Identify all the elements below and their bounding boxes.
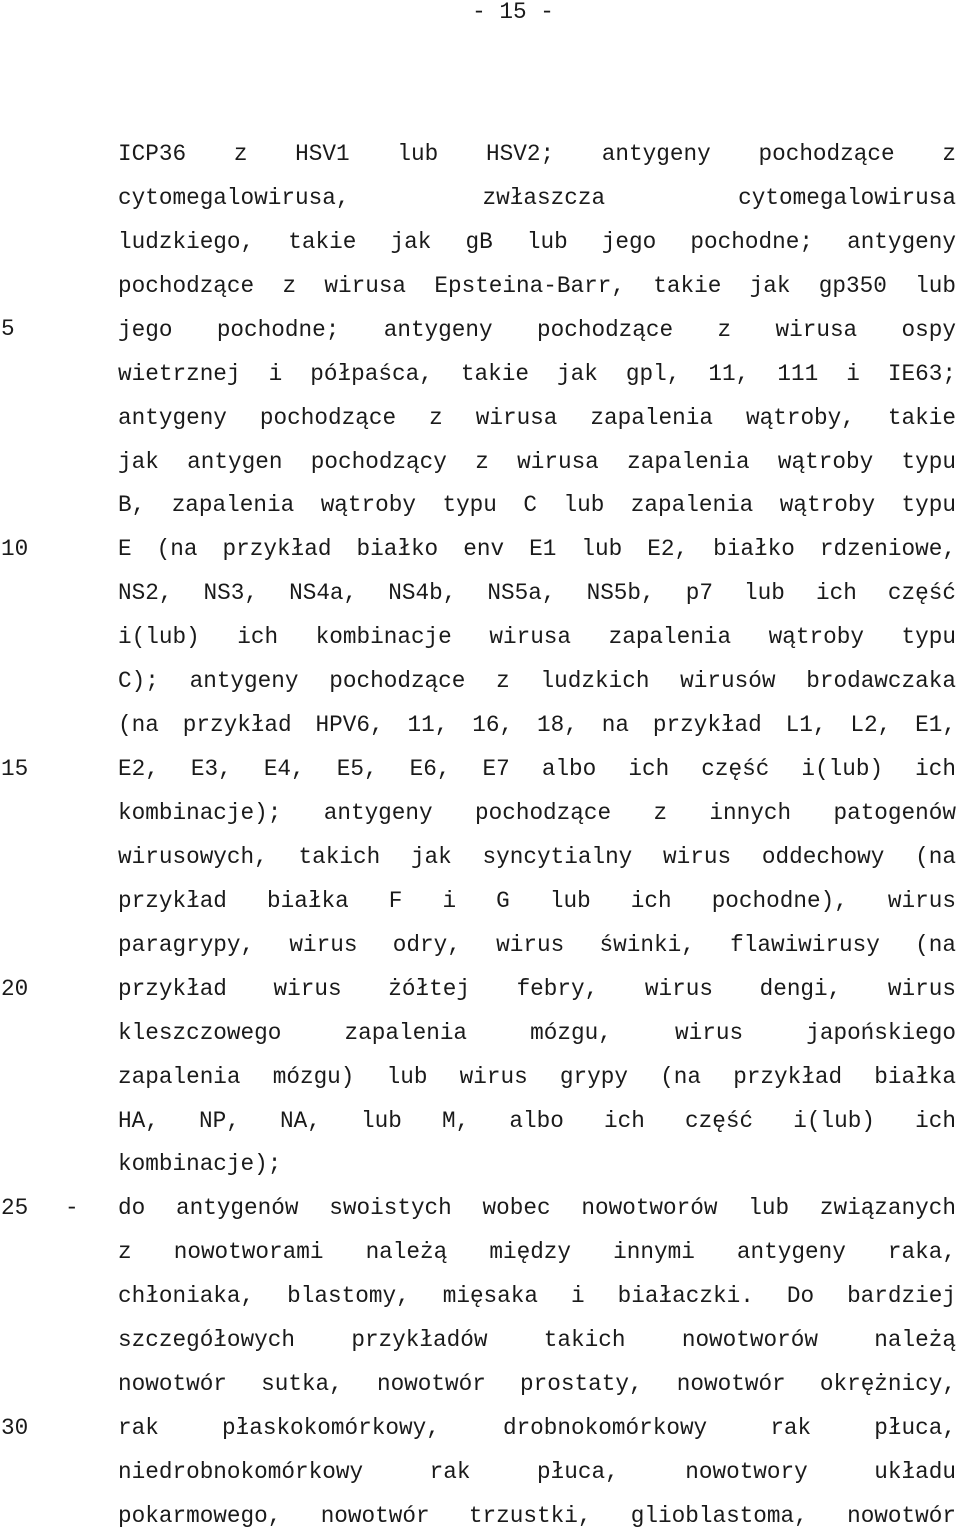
text-line: z nowotworami należą między innymi antygeny raka, [118, 1239, 956, 1266]
line-number: 15 [1, 756, 29, 782]
text-line: antygeny pochodzące z wirusa zapalenia wątroby, takie [118, 404, 956, 431]
text-line: wietrznej i półpaśca, takie jak gpl, 11, 111 i IE63; [118, 360, 956, 387]
text-line: ludzkiego, takie jak gB lub jego pochodne; antygeny [118, 228, 956, 255]
line-number: 10 [1, 536, 29, 562]
text-line: rak płaskokomórkowy, drobnokomórkowy rak płuca, [118, 1415, 956, 1441]
text-line: C); antygeny pochodzące z ludzkich wirusów brodawczaka [118, 668, 956, 695]
text-line: NS2, NS3, NS4a, NS4b, NS5a, NS5b, p7 lub ich część [118, 580, 956, 607]
text-line: kombinacje); antygeny pochodzące z innych patogenów [118, 800, 956, 826]
line-number: 30 [1, 1415, 29, 1441]
list-bullet: - [65, 1195, 79, 1221]
text-line: cytomegalowirusa, zwłaszcza cytomegalowirusa [118, 184, 956, 211]
text-line: B, zapalenia wątroby typu C lub zapalenia wątroby typu [118, 492, 956, 519]
text-line: jego pochodne; antygeny pochodzące z wirusa ospy [118, 316, 956, 343]
line-number: 25 [1, 1195, 29, 1221]
line-number: 20 [1, 976, 29, 1002]
text-line: E (na przykład białko env E1 lub E2, białko rdzeniowe, [118, 536, 956, 563]
text-line: kombinacje); [118, 1151, 282, 1178]
page-number: - 15 - [472, 0, 554, 25]
text-line: jak antygen pochodzący z wirusa zapalenia wątroby typu [118, 448, 956, 475]
text-line: chłoniaka, blastomy, mięsaka i białaczki. Do bardziej [118, 1283, 956, 1310]
text-line: paragrypy, wirus odry, wirus świnki, flawiwirusy (na [118, 931, 956, 958]
text-line: zapalenia mózgu) lub wirus grypy (na przykład białka [118, 1063, 956, 1090]
text-line: niedrobnokomórkowy rak płuca, nowotwory układu [118, 1458, 956, 1485]
text-line: i(lub) ich kombinacje wirusa zapalenia wątroby typu [118, 624, 956, 651]
text-line: E2, E3, E4, E5, E6, E7 albo ich część i(lub) ich [118, 756, 956, 782]
text-line: nowotwór sutka, nowotwór prostaty, nowotwór okrężnicy, [118, 1371, 956, 1397]
text-line: wirusowych, takich jak syncytialny wirus oddechowy (na [118, 843, 956, 870]
text-line: pokarmowego, nowotwór trzustki, glioblastoma, nowotwór [118, 1502, 956, 1529]
text-line: (na przykład HPV6, 11, 16, 18, na przykład L1, L2, E1, [118, 712, 956, 739]
text-line: HA, NP, NA, lub M, albo ich część i(lub) ich [118, 1107, 956, 1134]
text-line: do antygenów swoistych wobec nowotworów lub związanych [118, 1195, 956, 1222]
text-line: szczegółowych przykładów takich nowotworów należą [118, 1327, 956, 1354]
text-line: kleszczowego zapalenia mózgu, wirus japońskiego [118, 1019, 956, 1046]
text-line: pochodzące z wirusa Epsteina-Barr, takie jak gp350 lub [118, 272, 956, 299]
text-line: przykład białka F i G lub ich pochodne), wirus [118, 887, 956, 914]
text-line: ICP36 z HSV1 lub HSV2; antygeny pochodzące z [118, 141, 956, 167]
line-number: 5 [1, 316, 15, 342]
text-line: przykład wirus żółtej febry, wirus dengi, wirus [118, 975, 956, 1002]
